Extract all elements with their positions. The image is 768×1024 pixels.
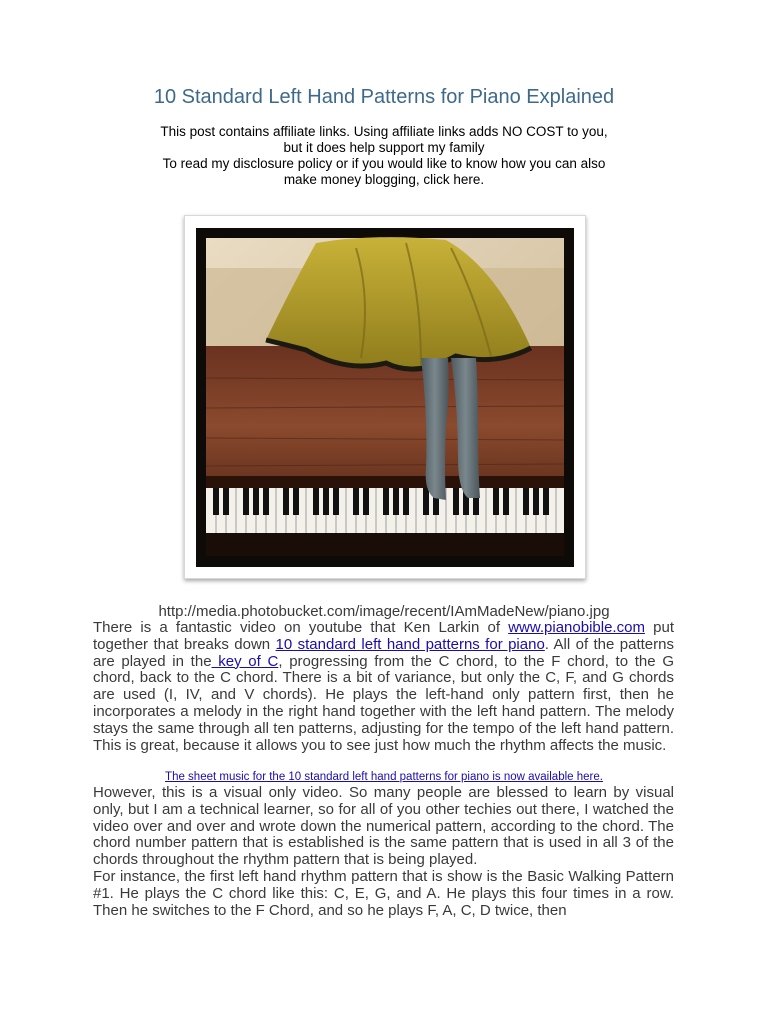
notice-line: but it does help support my family <box>283 140 485 155</box>
notice-line: To read my disclosure policy or if you would like to know how you can also <box>162 156 606 171</box>
affiliate-notice <box>140 124 628 188</box>
pianobible-link[interactable]: www.pianobible.com <box>508 619 645 636</box>
text-run: There is a fantastic video on youtube that Ken Larkin of <box>93 619 509 636</box>
left-hand-patterns-link[interactable]: 10 standard left hand patterns for piano <box>275 635 545 653</box>
sheet-music-line <box>0 771 768 783</box>
text-run: put together that breaks down <box>93 619 674 653</box>
image-caption: http://media.photobucket.com/image/recent/IAmMadeNew/piano.jpg <box>158 603 610 620</box>
piano-photo <box>184 215 586 579</box>
notice-line: make money blogging, click here. <box>283 172 485 187</box>
text-run: . All of the patterns are played in the <box>93 635 674 670</box>
paragraph-intro <box>93 620 674 754</box>
paragraph-visual-learning: However, this is a visual only video. So many people are blessed to learn by visual only, but I am a technical learner, so for all of you other techies out there, I watched the video over and over and wrote down the numerical pattern, according to the chord. The chord number pattern that is established is the same pattern that is used in all 3 of the chords throughout the rhythm pattern that is being played. <box>93 784 674 869</box>
paragraph-walking-pattern: For instance, the first left hand rhythm pattern that is show is the Basic Walking Pattern #1. He plays the C chord like this: C, E, G, and A. He plays this four times in a row. Then he switches to the F Chord, and so he plays F, A, C, D twice, then <box>93 868 674 919</box>
sheet-music-link[interactable]: The sheet music for the 10 standard left hand patterns for piano is now available here. <box>165 771 603 783</box>
key-of-c-link[interactable]: key of C <box>211 652 279 670</box>
piano-photo-illustration <box>196 228 574 567</box>
text-run: , progressing from the C chord, to the F chord, to the G chord, back to the C chord. There is a bit of variance, but only the C, F, and G chords are used (I, IV, and V chords). He plays the left-hand only pattern first, then he incorporates a melody in the right hand together with the left hand pattern. The melody stays the same through all ten patterns, adjusting for the tempo of the left hand pattern. This is great, because it allows you to see just how much the rhythm affects the music. <box>93 652 674 754</box>
page-title: 10 Standard Left Hand Patterns for Piano Explained <box>153 86 615 108</box>
notice-line: This post contains affiliate links. Using affiliate links adds NO COST to you, <box>160 124 608 139</box>
